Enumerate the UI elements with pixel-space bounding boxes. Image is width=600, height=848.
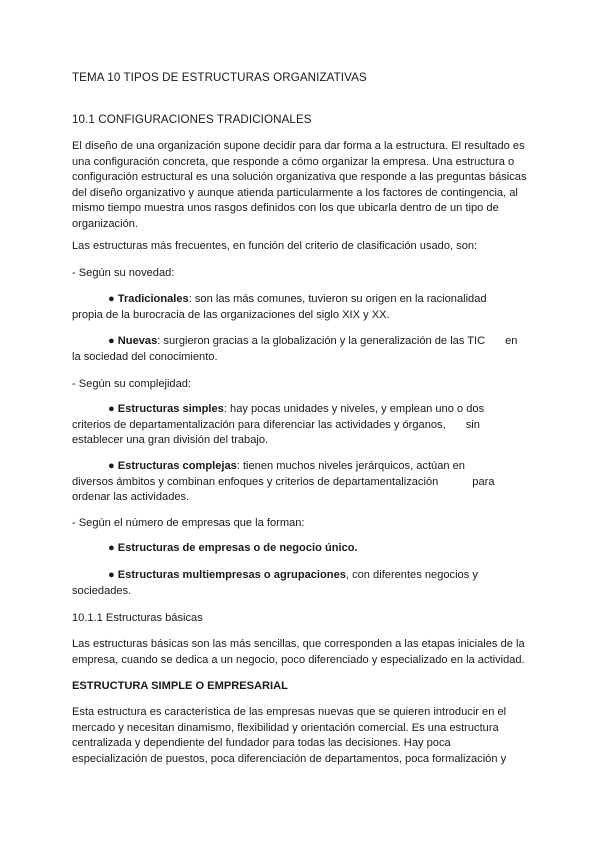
basic-structures-paragraph: Las estructuras básicas son las más sencillas, que corresponden a las etapas iniciales de la empresa, cuando se dedica a un negocio, poco diferenciado y especializado en la actividad. xyxy=(72,638,525,666)
simple-structure-paragraph: Esta estructura es característica de las empresas nuevas que se quieren introducir en el mercado y necesitan dinamismo, flexibilidad y orientación comercial. Es una estructura centralizada y dependiente del fundador para todas las decisiones. Hay poca especialización de puestos, poca diferenciación de departamentos, poca formalización y xyxy=(72,706,507,765)
intro-line: mismo tiempo muestra unos rasgos definidos con los que ubicarla dentro de un tipo de xyxy=(72,202,499,215)
bullet-multi: ● Estructuras multiempresas o agrupaciones, con diferentes negocios y sociedades. xyxy=(72,569,478,597)
bullet-dot: ● xyxy=(108,460,115,472)
criterion-novelty: - Según su novedad: xyxy=(72,267,175,279)
bullet-single xyxy=(72,541,528,557)
bullet-term: Estructuras complejas xyxy=(117,460,237,472)
frequent-structures-text: Las estructuras más frecuentes, en función del criterio de clasificación usado, son: xyxy=(72,240,478,252)
bullet-term: Estructuras de empresas o de negocio único. xyxy=(117,542,358,554)
bullet-term: Estructuras simples xyxy=(117,403,224,415)
bullet-traditional: ● Tradicionales: son las más comunes, tuvieron su origen en la racionalidad propia de la burocracia de las organizaciones del siglo XIX y XX. xyxy=(72,293,487,321)
bullet-dot: ● xyxy=(108,335,115,347)
document-title: TEMA 10 TIPOS DE ESTRUCTURAS ORGANIZATIVAS xyxy=(72,71,367,84)
intro-line: una configuración concreta, que responde a cómo organizar la empresa. Una estructura o xyxy=(72,155,515,168)
bullet-term: Nuevas xyxy=(117,335,158,347)
section-title: 10.1 CONFIGURACIONES TRADICIONALES xyxy=(72,113,312,126)
subsection-title: 10.1.1 Estructuras básicas xyxy=(72,612,203,624)
intro-line: organización. xyxy=(72,217,138,230)
bullet-dot: ● xyxy=(108,542,115,554)
bullet-dot: ● xyxy=(108,569,115,581)
intro-line: El diseño de una organización supone decidir para dar forma a la estructura. El resultado es xyxy=(72,140,525,152)
bullet-simple: ● Estructuras simples: hay pocas unidades y niveles, y emplean uno o dos criterios de departamentalización para diferenciar las actividades y órganos, sin establecer una gran división del trabajo. xyxy=(72,403,485,447)
bullet-complex: ● Estructuras complejas: tienen muchos niveles jerárquicos, actúan en diversos ámbitos y combinan enfoques y criterios de departamentalización para ordenar las actividades. xyxy=(72,460,495,504)
criterion-complexity: - Según su complejidad: xyxy=(72,378,192,390)
bullet-term: Tradicionales xyxy=(117,293,189,305)
simple-structure-heading: ESTRUCTURA SIMPLE O EMPRESARIAL xyxy=(72,680,288,692)
bullet-dot: ● xyxy=(108,403,115,415)
intro-paragraph xyxy=(72,139,528,233)
bullet-dot: ● xyxy=(108,293,115,305)
intro-line: configuración estructural es una solución organizativa que responde a las preguntas básicas xyxy=(72,171,527,184)
bullet-term: Estructuras multiempresas o agrupaciones xyxy=(117,569,346,581)
intro-line: del diseño organizativo y aunque atienda particularmente a los factores de contingencia, al xyxy=(72,186,518,199)
criterion-companies: - Según el número de empresas que la forman: xyxy=(72,517,305,529)
bullet-new: ● Nuevas: surgieron gracias a la globalización y la generalización de las TIC en la sociedad del conocimiento. xyxy=(72,335,518,363)
